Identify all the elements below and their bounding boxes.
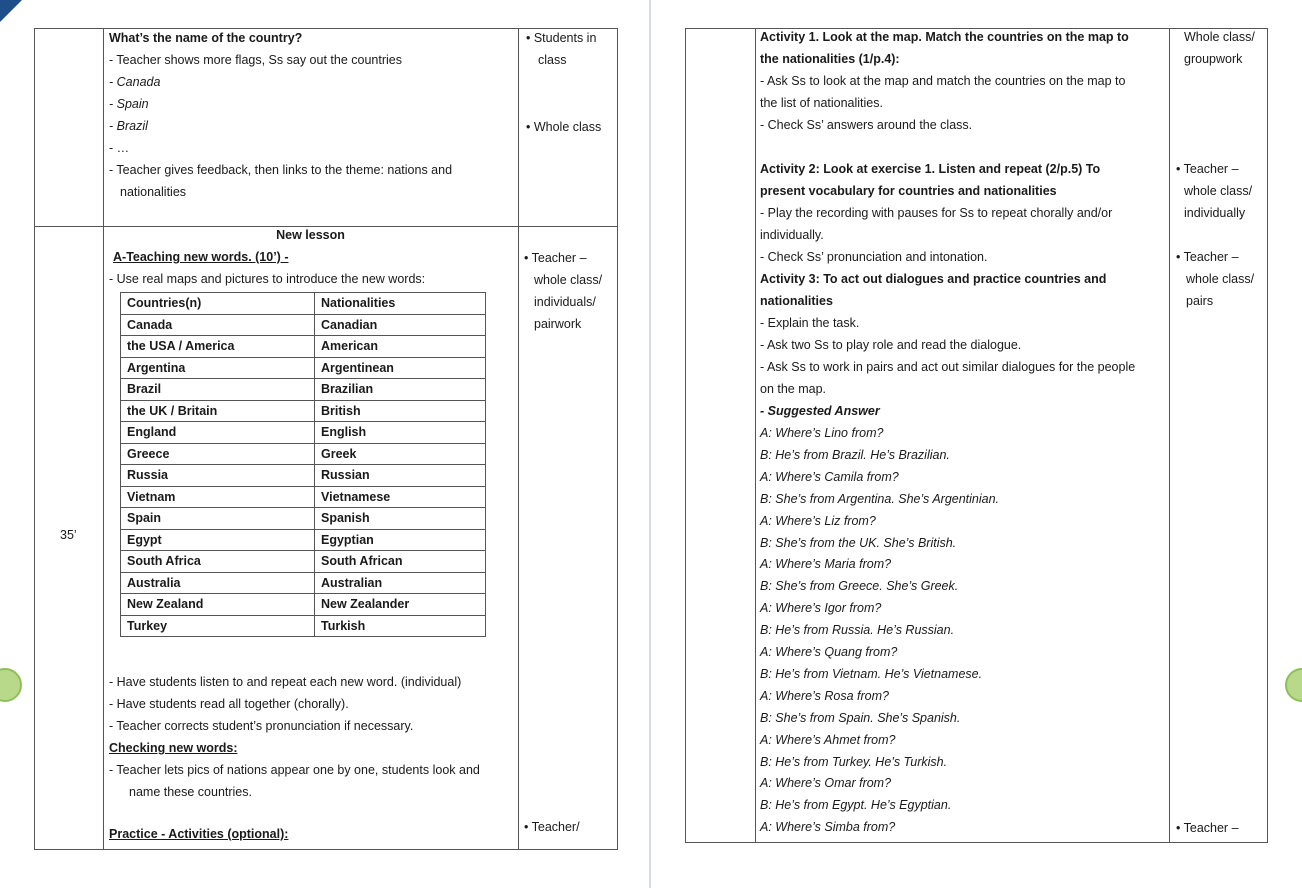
time-label: 35’ [60, 528, 77, 542]
country-cell: Brazil [121, 379, 315, 401]
country-cell: Argentina [121, 357, 315, 379]
country-cell: Australia [121, 572, 315, 594]
dialogue-line: A: Where’s Camila from? [760, 469, 899, 484]
country-cell: Spain [121, 508, 315, 530]
nationality-cell: Vietnamese [315, 486, 486, 508]
nationality-cell: American [315, 336, 486, 358]
activity3-title: Activity 3: To act out dialogues and practice countries and [760, 272, 1107, 286]
lesson-intro-line: - Use real maps and pictures to introduce the new words: [109, 272, 426, 286]
intro-side: class [538, 53, 567, 67]
vocab-row [121, 422, 486, 444]
lesson-side: • Teacher/ [524, 820, 580, 834]
dialogue-line: B: He’s from Turkey. He’s Turkish. [760, 754, 948, 769]
corner-decoration [0, 0, 22, 22]
right-col-divider-1 [755, 28, 756, 843]
intro-heading: What’s the name of the country? [109, 31, 303, 45]
activity1-line: - Ask Ss to look at the map and match the countries on the map to [760, 74, 1126, 88]
activity2-line: - Play the recording with pauses for Ss to repeat chorally and/or [760, 206, 1113, 220]
vocab-row [121, 594, 486, 616]
right-col-divider-2 [1169, 28, 1170, 843]
activity2-title: Activity 2: Look at exercise 1. Listen and repeat (2/p.5) To [760, 162, 1101, 176]
right-side: pairs [1186, 294, 1214, 308]
dialogue-line: B: She’s from Greece. She’s Greek. [760, 579, 959, 594]
dialogue-line: A: Where’s Ahmet from? [760, 732, 896, 747]
intro-line: - Teacher gives feedback, then links to the theme: nations and [109, 163, 453, 177]
dialogue-line: B: She’s from Spain. She’s Spanish. [760, 710, 961, 725]
activity1-line: - Check Ss’ answers around the class. [760, 118, 973, 132]
country-cell: Turkey [121, 615, 315, 637]
dialogue-line: B: He’s from Brazil. He’s Brazilian. [760, 447, 950, 462]
section-a-heading: A-Teaching new words. (10’) - [113, 250, 289, 264]
right-page-tab[interactable] [1285, 668, 1302, 702]
nationality-cell: Turkish [315, 615, 486, 637]
nationality-cell: New Zealander [315, 594, 486, 616]
vocab-row [121, 379, 486, 401]
dialogue-line: B: She’s from Argentina. She’s Argentinian. [760, 491, 1000, 506]
activity2-line: individually. [760, 228, 824, 242]
intro-line: - Spain [109, 97, 149, 111]
checking-line: name these countries. [129, 785, 252, 799]
vocab-row [121, 486, 486, 508]
dialogue-line: A: Where’s Simba from? [760, 820, 896, 835]
vocab-row [121, 357, 486, 379]
activity3-line: - Ask Ss to work in pairs and act out similar dialogues for the people [760, 360, 1136, 374]
nationality-cell: South African [315, 551, 486, 573]
activity2-title: present vocabulary for countries and nationalities [760, 184, 1057, 198]
intro-line: - Teacher shows more flags, Ss say out the countries [109, 53, 402, 67]
nationality-cell: Greek [315, 443, 486, 465]
left-page-tab[interactable] [0, 668, 22, 702]
intro-line: nationalities [120, 185, 187, 199]
lesson-side: whole class/ [534, 273, 603, 287]
country-cell: South Africa [121, 551, 315, 573]
nationality-cell: Brazilian [315, 379, 486, 401]
vocab-row [121, 400, 486, 422]
country-cell: the USA / America [121, 336, 315, 358]
country-cell: the UK / Britain [121, 400, 315, 422]
vocab-row [121, 508, 486, 530]
nationality-cell: Russian [315, 465, 486, 487]
intro-line: - Canada [109, 75, 161, 89]
vocab-row [121, 551, 486, 573]
activity3-line: - Explain the task. [760, 316, 860, 330]
country-cell: New Zealand [121, 594, 315, 616]
country-cell: England [121, 422, 315, 444]
right-side: • Teacher – [1176, 162, 1239, 176]
activity1-title: Activity 1. Look at the map. Match the countries on the map to [760, 30, 1129, 44]
intro-side: • Whole class [526, 120, 602, 134]
dialogue-line: B: He’s from Vietnam. He’s Vietnamese. [760, 666, 983, 681]
nationality-cell: Australian [315, 572, 486, 594]
dialogue-line: B: He’s from Egypt. He’s Egyptian. [760, 798, 952, 813]
vocab-row [121, 529, 486, 551]
lesson-side: individuals/ [534, 295, 596, 309]
right-side: whole class/ [1184, 184, 1253, 198]
new-lesson-title: New lesson [276, 228, 345, 242]
left-col-divider-1 [103, 28, 104, 850]
activity3-line: - Ask two Ss to play role and read the dialogue. [760, 338, 1022, 352]
right-side: • Teacher – [1176, 250, 1239, 264]
activity1-line: the list of nationalities. [760, 96, 883, 110]
dialogue-line: A: Where’s Igor from? [760, 601, 882, 616]
answer-heading-text: Suggested Answer [767, 404, 880, 418]
vocab-row [121, 465, 486, 487]
country-cell: Greece [121, 443, 315, 465]
vocab-row [121, 336, 486, 358]
activity2-line: - Check Ss’ pronunciation and intonation. [760, 250, 988, 264]
dialogue-line: A: Where’s Maria from? [760, 557, 892, 572]
lesson-side: pairwork [534, 317, 582, 331]
vocab-row [121, 615, 486, 637]
answer-heading: - Suggested Answer [760, 404, 880, 418]
checking-line: - Teacher lets pics of nations appear one by one, students look and [109, 763, 480, 777]
right-side: Whole class/ [1184, 30, 1255, 44]
nationality-cell: Spanish [315, 508, 486, 530]
intro-line: - … [109, 141, 130, 155]
vocab-row [121, 572, 486, 594]
activity1-title: the nationalities (1/p.4): [760, 52, 900, 66]
intro-side: • Students in [526, 31, 597, 45]
dialogue-line: B: He’s from Russia. He’s Russian. [760, 623, 955, 638]
country-cell: Canada [121, 314, 315, 336]
activity3-line: on the map. [760, 382, 827, 396]
right-side: groupwork [1184, 52, 1243, 66]
right-side: individually [1184, 206, 1246, 220]
activity3-title: nationalities [760, 294, 833, 308]
page-spine [649, 0, 651, 888]
nationality-cell: British [315, 400, 486, 422]
dialogue-line: A: Where’s Rosa from? [760, 688, 889, 703]
dialogue-line: A: Where’s Liz from? [760, 513, 876, 528]
lesson-line: - Have students listen to and repeat each new word. (individual) [109, 675, 462, 689]
nationality-cell: English [315, 422, 486, 444]
intro-line: - Brazil [109, 119, 148, 133]
nationality-cell: Nationalities [315, 293, 486, 315]
nationality-cell: Argentinean [315, 357, 486, 379]
lesson-line: - Teacher corrects student’s pronunciation if necessary. [109, 719, 414, 733]
country-cell: Countries(n) [121, 293, 315, 315]
country-cell: Russia [121, 465, 315, 487]
vocab-table [120, 292, 486, 637]
vocab-header-row [121, 293, 486, 315]
dialogue-line: A: Where’s Omar from? [760, 776, 892, 791]
practice-heading: Practice - Activities (optional): [109, 827, 289, 841]
dialogue-line: A: Where’s Lino from? [760, 426, 884, 440]
country-cell: Vietnam [121, 486, 315, 508]
nationality-cell: Canadian [315, 314, 486, 336]
dialogue-line: A: Where’s Quang from? [760, 645, 898, 659]
left-col-divider-2 [518, 28, 519, 850]
right-side: whole class/ [1186, 272, 1255, 286]
dialogue-line: B: She’s from the UK. She’s British. [760, 535, 957, 550]
lesson-side: • Teacher – [524, 251, 587, 265]
lesson-line: - Have students read all together (chorally). [109, 697, 349, 711]
right-side: • Teacher – [1176, 821, 1239, 835]
country-cell: Egypt [121, 529, 315, 551]
nationality-cell: Egyptian [315, 529, 486, 551]
vocab-row [121, 443, 486, 465]
checking-heading: Checking new words: [109, 741, 238, 755]
vocab-row [121, 314, 486, 336]
